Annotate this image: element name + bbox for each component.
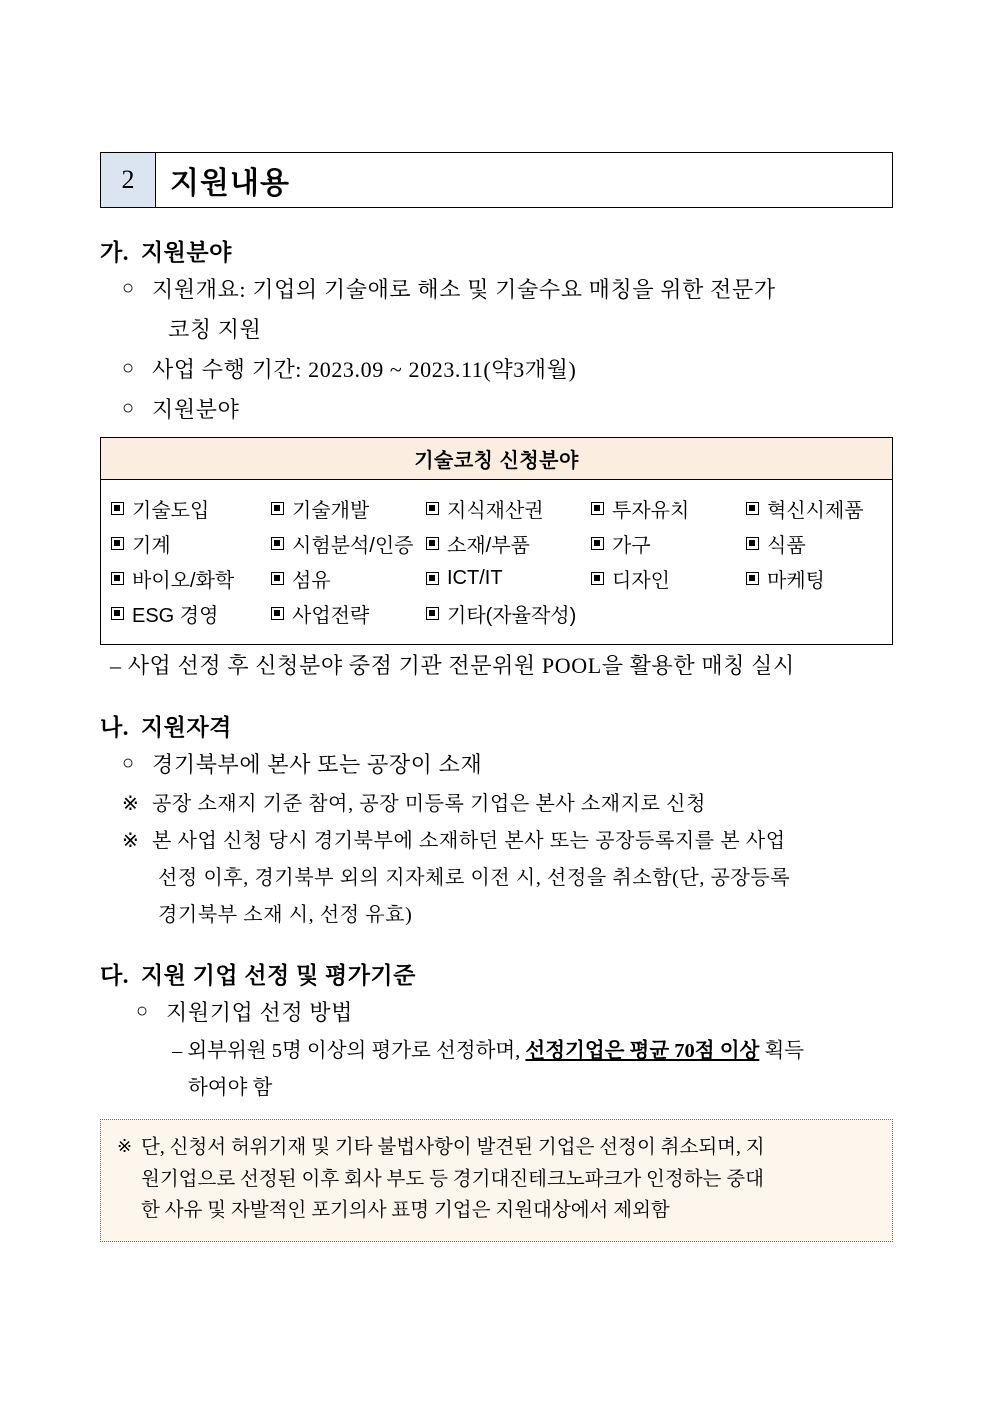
checkbox-icon[interactable] [426, 572, 439, 585]
list-item [122, 393, 893, 427]
checkbox-label: 식품 [767, 535, 806, 558]
bullet-reference: ※ [122, 829, 139, 852]
checkbox-icon[interactable] [111, 607, 124, 620]
list-item-text: 경기북부 소재 시, 선정 유효) [158, 903, 413, 926]
checkbox-label: 투자유치 [612, 500, 690, 523]
heading-text-da: 지원 기업 선정 및 평가기준 [140, 962, 416, 988]
heading-marker-na: 나. [100, 715, 129, 741]
table-row [111, 564, 882, 593]
heading-eligibility [100, 709, 893, 742]
checkbox-label: ESG 경영 [132, 605, 219, 628]
checkbox-option[interactable] [271, 599, 426, 628]
heading-marker-da: 다. [100, 962, 129, 988]
checkbox-option[interactable] [426, 567, 591, 590]
checkbox-label: 혁신시제품 [767, 500, 864, 523]
checkbox-label: 기계 [132, 535, 171, 558]
list-item-text: 코칭 지원 [168, 317, 262, 343]
list-item [122, 826, 893, 857]
list-item [122, 273, 893, 307]
checkbox-icon[interactable] [591, 537, 604, 550]
checkbox-icon[interactable] [111, 572, 124, 585]
list-item [122, 748, 893, 782]
list-item-text: 지원분야 [152, 397, 240, 423]
checkbox-label: ICT/IT [447, 567, 503, 590]
reference-mark: ※ [117, 1136, 133, 1157]
heading-marker-ga: 가. [100, 240, 129, 265]
checkbox-icon[interactable] [746, 572, 759, 585]
field-table-footnote [110, 649, 893, 683]
checkbox-icon[interactable] [591, 572, 604, 585]
checkbox-icon[interactable] [271, 537, 284, 550]
checkbox-option[interactable] [111, 529, 271, 558]
sub-item-emphasis: 선정기업은 평균 70점 이상 [525, 1039, 760, 1062]
checkbox-label: 기술개발 [292, 500, 370, 523]
checkbox-label: 지식재산권 [447, 500, 544, 523]
list-item-continuation [168, 313, 893, 347]
list-item [136, 996, 893, 1030]
bullet-reference: ※ [122, 792, 139, 815]
list-item [122, 789, 893, 820]
checkbox-option[interactable] [746, 494, 864, 523]
bullet-circle: ○ [136, 999, 149, 1022]
checkbox-option[interactable] [426, 529, 591, 558]
note-text-line-3: 한 사유 및 자발적인 포기의사 표명 기업은 지원대상에서 제외함 [141, 1200, 670, 1222]
sub-item-prefix: – 외부위원 5명 이상의 평가로 선정하며, [172, 1039, 526, 1062]
checkbox-option[interactable] [111, 599, 271, 628]
section-title: 지원내용 [170, 167, 290, 200]
bullet-circle: ○ [122, 752, 135, 775]
note-line [117, 1132, 876, 1164]
table-row [111, 529, 882, 558]
checkbox-icon[interactable] [271, 502, 284, 515]
sub-item-suffix: 획득 [759, 1039, 805, 1062]
list-item-continuation [158, 900, 893, 931]
checkbox-option[interactable] [111, 564, 271, 593]
note-text-line-2: 원기업으로 선정된 이후 회사 부도 등 경기대진테크노파크가 인정하는 중대 [141, 1168, 764, 1190]
checkbox-icon[interactable] [111, 502, 124, 515]
checkbox-option[interactable] [271, 494, 426, 523]
checkbox-label: 소재/부품 [447, 535, 530, 558]
list-item [122, 353, 893, 387]
checkbox-option[interactable] [591, 529, 746, 558]
checkbox-label: 바이오/화학 [132, 570, 235, 593]
list-item-text: 지원개요: 기업의 기술애로 해소 및 기술수요 매칭을 위한 전문가 [152, 277, 776, 302]
checkbox-icon[interactable] [111, 537, 124, 550]
checkbox-icon[interactable] [591, 502, 604, 515]
list-item-text: 본 사업 신청 당시 경기북부에 소재하던 본사 또는 공장등록지를 본 사업 [152, 829, 786, 852]
section-header [100, 152, 893, 208]
section-number: 2 [101, 153, 156, 207]
heading-support-field [100, 234, 893, 267]
bullet-circle: ○ [122, 397, 135, 420]
checkbox-icon[interactable] [426, 537, 439, 550]
list-item-text: 사업 수행 기간: 2023.09 ~ 2023.11(약3개월) [152, 357, 577, 383]
field-table-body [101, 480, 892, 644]
list-item-text: 경기북부에 본사 또는 공장이 소재 [152, 752, 483, 778]
checkbox-option[interactable] [426, 599, 576, 628]
checkbox-option[interactable] [271, 529, 426, 558]
heading-text-na: 지원자격 [140, 715, 232, 741]
list-item-continuation [158, 863, 893, 894]
document-content [100, 152, 893, 1242]
checkbox-option[interactable] [426, 494, 591, 523]
list-item-text: 선정 이후, 경기북부 외의 지자체로 이전 시, 선정을 취소함(단, 공장등록 [158, 866, 791, 889]
checkbox-label: 가구 [612, 535, 651, 558]
checkbox-option[interactable] [111, 494, 271, 523]
field-table-header: 기술코칭 신청분야 [101, 438, 892, 480]
heading-text-ga: 지원분야 [140, 240, 232, 265]
checkbox-label: 시험분석/인증 [292, 535, 414, 558]
checkbox-label: 마케팅 [767, 570, 825, 593]
list-item-text: 지원기업 선정 방법 [166, 999, 354, 1025]
checkbox-icon[interactable] [746, 502, 759, 515]
checkbox-icon[interactable] [271, 607, 284, 620]
checkbox-label: 사업전략 [292, 605, 370, 628]
checkbox-option[interactable] [591, 564, 746, 593]
sub-list-item-text: 하여야 함 [188, 1077, 273, 1100]
sub-list-item-continuation [188, 1073, 893, 1105]
checkbox-icon[interactable] [746, 537, 759, 550]
checkbox-label: 섬유 [292, 570, 331, 593]
checkbox-icon[interactable] [426, 502, 439, 515]
bullet-circle: ○ [122, 277, 135, 299]
footnote-text: – 사업 선정 후 신청분야 중점 기관 전문위원 POOL을 활용한 매칭 실시 [110, 653, 795, 679]
bullet-circle: ○ [122, 357, 135, 380]
checkbox-label: 기술도입 [132, 500, 210, 523]
exclusion-note-box [100, 1119, 893, 1242]
checkbox-option[interactable] [746, 564, 825, 593]
note-text-line-1: 단, 신청서 허위기재 및 기타 불법사항이 발견된 기업은 선정이 취소되며, 지 [141, 1137, 765, 1159]
checkbox-icon[interactable] [271, 572, 284, 585]
table-row [111, 494, 882, 523]
table-row [111, 599, 882, 628]
heading-selection-criteria [100, 957, 893, 990]
list-item-text: 공장 소재지 기준 참여, 공장 미등록 기업은 본사 소재지로 신청 [152, 792, 706, 815]
checkbox-option[interactable] [591, 494, 746, 523]
checkbox-label: 기타(자율작성) [447, 605, 577, 628]
checkbox-option[interactable] [271, 564, 426, 593]
checkbox-label: 디자인 [612, 570, 670, 593]
sub-list-item [172, 1036, 893, 1068]
sub-list-item-text [172, 1036, 893, 1068]
checkbox-icon[interactable] [426, 607, 439, 620]
tech-coaching-field-table [100, 437, 893, 645]
checkbox-option[interactable] [746, 529, 806, 558]
